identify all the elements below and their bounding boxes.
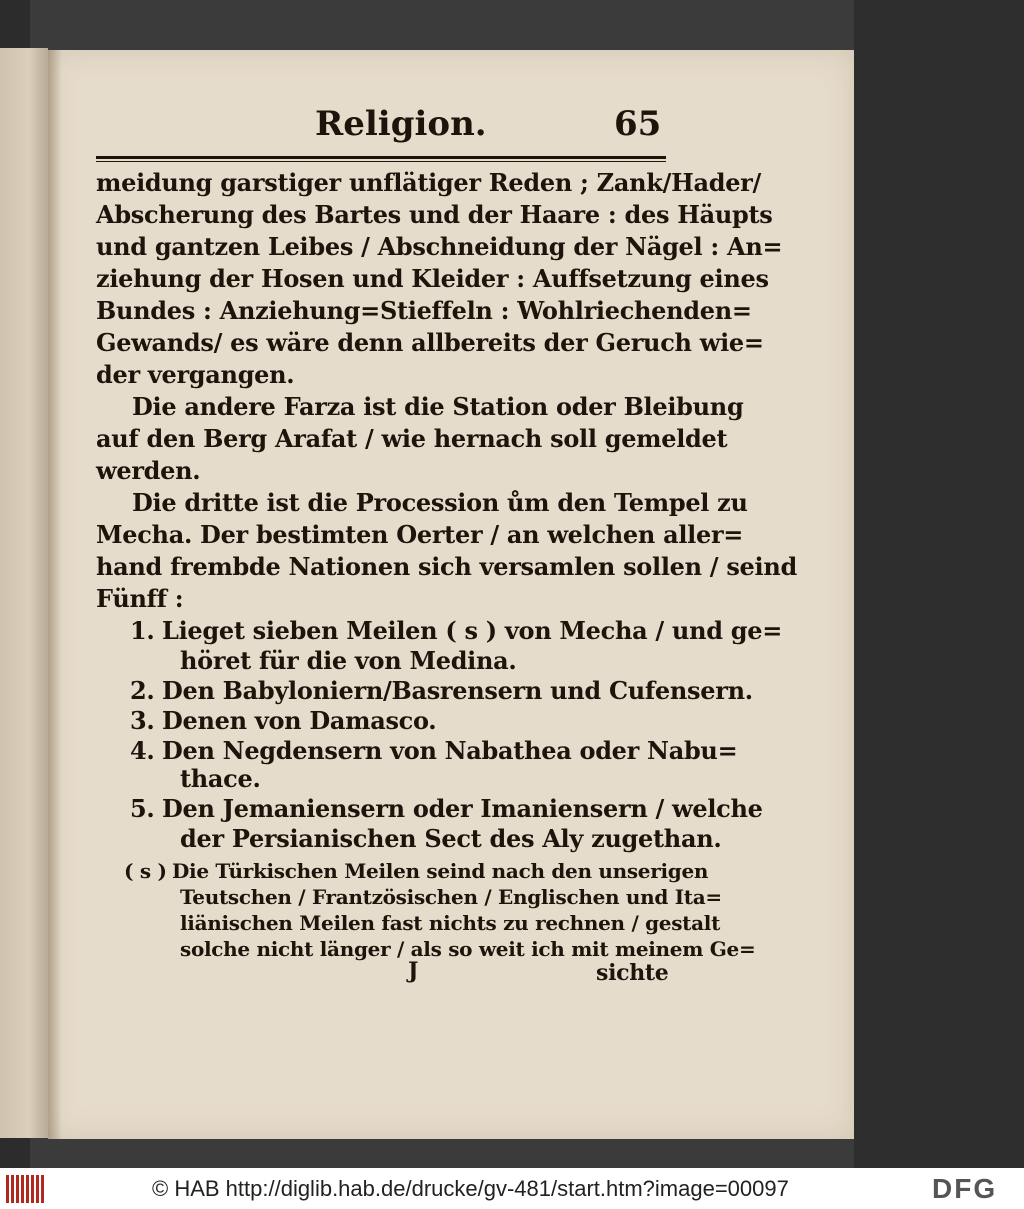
- page-gutter-shadow: [48, 50, 62, 1139]
- list-number: 3.: [130, 706, 155, 735]
- hab-logo-icon: [6, 1175, 46, 1203]
- footnote-line: Die Türkischen Meilen seind nach den unserigen: [172, 859, 709, 883]
- text-line: Die andere Farza ist die Station oder Bleibung: [132, 392, 744, 421]
- dfg-logo: DFG: [932, 1173, 998, 1204]
- running-head: Religion.: [315, 104, 487, 144]
- list-item: Den Negdensern von Nabathea oder Nabu=: [162, 736, 738, 765]
- catchword: sichte: [596, 960, 669, 986]
- footnote-line: Teutschen / Frantzösischen / Englischen und Ita=: [180, 885, 722, 909]
- list-item: Denen von Damasco.: [162, 706, 437, 735]
- head-rule: [96, 156, 666, 159]
- footer-copyright-link[interactable]: © HAB http://diglib.hab.de/drucke/gv-481/start.htm?image=00097: [152, 1176, 789, 1201]
- footnote-line: solche nicht länger / als so weit ich mit meinem Ge=: [180, 937, 756, 961]
- signature-mark: J: [408, 958, 419, 984]
- text-line: Gewands/ es wäre denn allbereits der Geruch wie=: [96, 328, 764, 357]
- page-number: 65: [614, 104, 662, 144]
- text-line: ziehung der Hosen und Kleider : Auffsetzung eines: [96, 264, 769, 293]
- text-line: der vergangen.: [96, 360, 295, 389]
- list-item: Den Babyloniern/Basrensern und Cufensern.: [162, 676, 753, 705]
- viewer-background-right: [854, 0, 1024, 1168]
- head-rule-thin: [96, 161, 666, 162]
- text-line: werden.: [96, 456, 201, 485]
- list-number: 2.: [130, 676, 155, 705]
- text-line: Fünff :: [96, 584, 184, 613]
- list-item-continuation: thace.: [180, 764, 261, 793]
- text-line: meidung garstiger unflätiger Reden ; Zank/Hader/: [96, 168, 761, 197]
- list-number: 1.: [130, 616, 155, 645]
- list-item-continuation: der Persianischen Sect des Aly zugethan.: [180, 824, 722, 853]
- text-line: Abscherung des Bartes und der Haare : des Häupts: [96, 200, 773, 229]
- footnote-line: liänischen Meilen fast nichts zu rechnen / gestalt: [180, 911, 721, 935]
- text-line: auf den Berg Arafat / wie hernach soll gemeldet: [96, 424, 728, 453]
- list-number: 5.: [130, 794, 155, 823]
- list-number: 4.: [130, 736, 155, 765]
- list-item-continuation: höret für die von Medina.: [180, 646, 517, 675]
- footnote-marker: ( s ): [124, 859, 167, 883]
- text-line: Die dritte ist die Procession ům den Tempel zu: [132, 488, 748, 517]
- facing-page-edge: [0, 48, 48, 1138]
- footer-bar: [0, 1168, 1024, 1209]
- list-item: Lieget sieben Meilen ( s ) von Mecha / und ge=: [162, 616, 783, 645]
- text-line: und gantzen Leibes / Abschneidung der Nägel : An=: [96, 232, 783, 261]
- text-line: Bundes : Anziehung=Stieffeln : Wohlriechenden=: [96, 296, 752, 325]
- text-line: Mecha. Der bestimten Oerter / an welchen aller=: [96, 520, 744, 549]
- list-item: Den Jemaniensern oder Imaniensern / welche: [162, 794, 763, 823]
- text-line: hand frembde Nationen sich versamlen sollen / seind: [96, 552, 797, 581]
